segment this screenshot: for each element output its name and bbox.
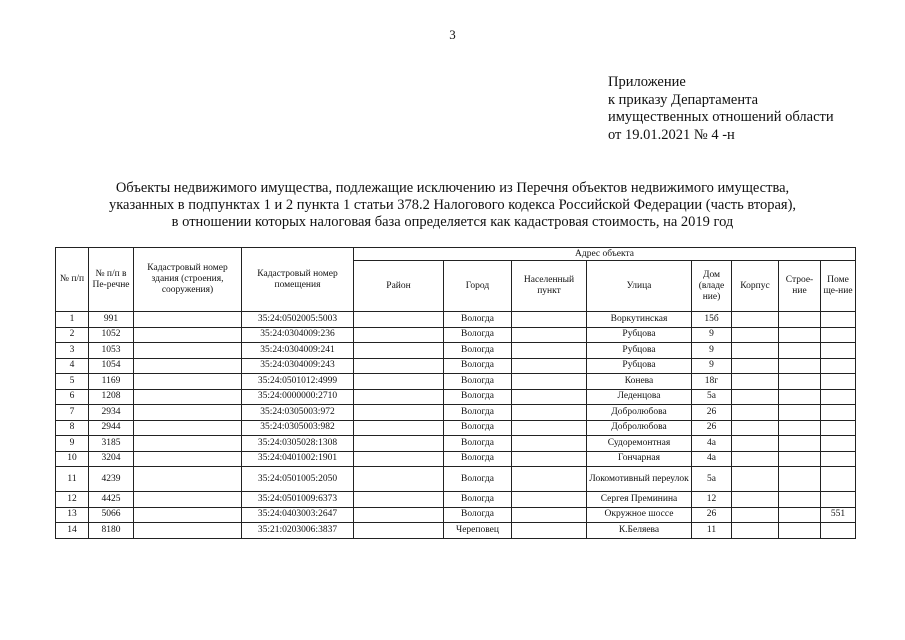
cell-room <box>821 374 856 390</box>
header-num: № п/п <box>56 248 89 312</box>
cell-room <box>821 343 856 359</box>
cell-city: Вологда <box>444 389 512 405</box>
cell-city: Череповец <box>444 523 512 539</box>
cell-building-cadastral <box>134 507 242 523</box>
table-header <box>56 248 856 312</box>
cell-house: 4а <box>692 436 732 452</box>
cell-settlement <box>512 507 587 523</box>
cell-street: Добролюбова <box>587 420 692 436</box>
cell-settlement <box>512 436 587 452</box>
cell-building <box>779 389 821 405</box>
cell-building <box>779 327 821 343</box>
cell-house: 5а <box>692 389 732 405</box>
cell-street: Локомотивный переулок <box>587 467 692 492</box>
cell-building <box>779 374 821 390</box>
header-room-cadastral: Кадастровый номер помещения <box>242 248 354 312</box>
cell-city: Вологда <box>444 467 512 492</box>
cell-room-cadastral: 35:24:0304009:236 <box>242 327 354 343</box>
cell-num: 7 <box>56 405 89 421</box>
header-district: Район <box>354 261 444 312</box>
cell-building-cadastral <box>134 358 242 374</box>
cell-house: 26 <box>692 507 732 523</box>
cell-street: Добролюбова <box>587 405 692 421</box>
header-room: Поме ще-ние <box>821 261 856 312</box>
cell-num: 4 <box>56 358 89 374</box>
cell-house: 11 <box>692 523 732 539</box>
cell-house: 12 <box>692 492 732 508</box>
cell-building <box>779 312 821 328</box>
cell-num: 2 <box>56 327 89 343</box>
cell-building <box>779 343 821 359</box>
cell-building-cadastral <box>134 389 242 405</box>
cell-num: 9 <box>56 436 89 452</box>
cell-settlement <box>512 327 587 343</box>
cell-korpus <box>732 451 779 467</box>
cell-building <box>779 492 821 508</box>
cell-street: Сергея Преминина <box>587 492 692 508</box>
table-row <box>56 467 856 492</box>
cell-building-cadastral <box>134 343 242 359</box>
cell-korpus <box>732 436 779 452</box>
cell-building <box>779 420 821 436</box>
cell-list-num: 8180 <box>89 523 134 539</box>
table-body <box>56 312 856 539</box>
cell-room-cadastral: 35:24:0501009:6373 <box>242 492 354 508</box>
cell-building <box>779 436 821 452</box>
cell-house: 4а <box>692 451 732 467</box>
table-row <box>56 343 856 359</box>
cell-num: 5 <box>56 374 89 390</box>
cell-street: Судоремонтная <box>587 436 692 452</box>
cell-room-cadastral: 35:24:0501005:2050 <box>242 467 354 492</box>
cell-settlement <box>512 374 587 390</box>
cell-building <box>779 467 821 492</box>
cell-room <box>821 327 856 343</box>
cell-room <box>821 467 856 492</box>
table-row <box>56 312 856 328</box>
cell-house: 15б <box>692 312 732 328</box>
cell-room <box>821 436 856 452</box>
cell-room-cadastral: 35:24:0304009:243 <box>242 358 354 374</box>
header-street: Улица <box>587 261 692 312</box>
cell-building-cadastral <box>134 405 242 421</box>
cell-list-num: 1052 <box>89 327 134 343</box>
cell-room <box>821 492 856 508</box>
cell-district <box>354 467 444 492</box>
header-settlement: Населенный пункт <box>512 261 587 312</box>
cell-street: Леденцова <box>587 389 692 405</box>
cell-city: Вологда <box>444 374 512 390</box>
cell-district <box>354 327 444 343</box>
cell-city: Вологда <box>444 358 512 374</box>
cell-settlement <box>512 405 587 421</box>
cell-korpus <box>732 523 779 539</box>
cell-korpus <box>732 374 779 390</box>
cell-district <box>354 436 444 452</box>
cell-list-num: 1054 <box>89 358 134 374</box>
cell-list-num: 5066 <box>89 507 134 523</box>
cell-city: Вологда <box>444 327 512 343</box>
appendix-line: от 19.01.2021 № 4 -н <box>608 126 735 143</box>
cell-num: 10 <box>56 451 89 467</box>
page-number: 3 <box>449 27 456 42</box>
cell-street: К.Беляева <box>587 523 692 539</box>
cell-room-cadastral: 35:24:0305028:1308 <box>242 436 354 452</box>
cell-settlement <box>512 492 587 508</box>
cell-building-cadastral <box>134 374 242 390</box>
cell-building-cadastral <box>134 327 242 343</box>
cell-list-num: 1053 <box>89 343 134 359</box>
cell-num: 8 <box>56 420 89 436</box>
cell-building-cadastral <box>134 492 242 508</box>
cell-house: 9 <box>692 327 732 343</box>
cell-building-cadastral <box>134 436 242 452</box>
cell-street: Окружное шоссе <box>587 507 692 523</box>
cell-building <box>779 523 821 539</box>
cell-district <box>354 507 444 523</box>
cell-district <box>354 451 444 467</box>
cell-korpus <box>732 405 779 421</box>
header-address-group: Адрес объекта <box>354 248 856 261</box>
cell-street: Гончарная <box>587 451 692 467</box>
header-city: Город <box>444 261 512 312</box>
cell-list-num: 4239 <box>89 467 134 492</box>
cell-korpus <box>732 389 779 405</box>
cell-room-cadastral: 35:24:0305003:972 <box>242 405 354 421</box>
cell-house: 26 <box>692 420 732 436</box>
cell-korpus <box>732 358 779 374</box>
cell-num: 13 <box>56 507 89 523</box>
cell-settlement <box>512 358 587 374</box>
document-title <box>40 180 865 231</box>
cell-building <box>779 451 821 467</box>
title-line: указанных в подпунктах 1 и 2 пункта 1 статьи 378.2 Налогового кодекса Российской Федерации (часть вторая), <box>108 197 797 213</box>
cell-list-num: 1169 <box>89 374 134 390</box>
appendix-block <box>608 74 834 144</box>
cell-settlement <box>512 389 587 405</box>
cell-korpus <box>732 492 779 508</box>
table-row <box>56 420 856 436</box>
cell-room <box>821 420 856 436</box>
cell-street: Рубцова <box>587 327 692 343</box>
table-row <box>56 374 856 390</box>
cell-room: 551 <box>821 507 856 523</box>
cell-settlement <box>512 312 587 328</box>
header-house: Дом (владе ние) <box>692 261 732 312</box>
table-row <box>56 405 856 421</box>
cell-building <box>779 405 821 421</box>
cell-list-num: 3185 <box>89 436 134 452</box>
cell-district <box>354 492 444 508</box>
table-row <box>56 389 856 405</box>
cell-num: 3 <box>56 343 89 359</box>
title-line: Объекты недвижимого имущества, подлежащие исключению из Перечня объектов недвижимого имущества, <box>115 180 790 196</box>
cell-city: Вологда <box>444 343 512 359</box>
header-list-num: № п/п в Пе-речне <box>89 248 134 312</box>
cell-room-cadastral: 35:24:0501012:4999 <box>242 374 354 390</box>
cell-street: Конева <box>587 374 692 390</box>
cell-city: Вологда <box>444 436 512 452</box>
cell-building-cadastral <box>134 523 242 539</box>
cell-num: 11 <box>56 467 89 492</box>
appendix-line: имущественных отношений области <box>608 109 834 125</box>
cell-num: 1 <box>56 312 89 328</box>
cell-room <box>821 451 856 467</box>
cell-district <box>354 405 444 421</box>
cell-district <box>354 389 444 405</box>
cell-building <box>779 507 821 523</box>
cell-room <box>821 405 856 421</box>
table-row <box>56 327 856 343</box>
cell-korpus <box>732 312 779 328</box>
cell-room-cadastral: 35:24:0403003:2647 <box>242 507 354 523</box>
header-building-cadastral: Кадастровый номер здания (строения, сооружения) <box>134 248 242 312</box>
appendix-line: Приложение <box>608 74 686 90</box>
cell-settlement <box>512 467 587 492</box>
cell-city: Вологда <box>444 405 512 421</box>
cell-room <box>821 389 856 405</box>
table-row <box>56 451 856 467</box>
cell-room-cadastral: 35:21:0203006:3837 <box>242 523 354 539</box>
cell-district <box>354 523 444 539</box>
cell-settlement <box>512 420 587 436</box>
cell-settlement <box>512 343 587 359</box>
cell-settlement <box>512 523 587 539</box>
cell-list-num: 1208 <box>89 389 134 405</box>
header-korpus: Корпус <box>732 261 779 312</box>
cell-list-num: 4425 <box>89 492 134 508</box>
cell-city: Вологда <box>444 492 512 508</box>
cell-num: 14 <box>56 523 89 539</box>
cell-korpus <box>732 507 779 523</box>
cell-korpus <box>732 420 779 436</box>
cell-list-num: 2934 <box>89 405 134 421</box>
cell-room-cadastral: 35:24:0401002:1901 <box>242 451 354 467</box>
cell-num: 6 <box>56 389 89 405</box>
table-row <box>56 436 856 452</box>
cell-room-cadastral: 35:24:0305003:982 <box>242 420 354 436</box>
cell-room-cadastral: 35:24:0502005:5003 <box>242 312 354 328</box>
cell-list-num: 2944 <box>89 420 134 436</box>
objects-table <box>55 247 856 539</box>
cell-house: 26 <box>692 405 732 421</box>
cell-building-cadastral <box>134 420 242 436</box>
table-row <box>56 492 856 508</box>
cell-settlement <box>512 451 587 467</box>
cell-city: Вологда <box>444 420 512 436</box>
cell-building <box>779 358 821 374</box>
cell-room-cadastral: 35:24:0000000:2710 <box>242 389 354 405</box>
cell-room <box>821 523 856 539</box>
cell-room-cadastral: 35:24:0304009:241 <box>242 343 354 359</box>
table-row <box>56 358 856 374</box>
cell-building-cadastral <box>134 312 242 328</box>
cell-building-cadastral <box>134 467 242 492</box>
title-line: в отношении которых налоговая база определяется как кадастровая стоимость, на 2019 год <box>171 214 734 230</box>
cell-korpus <box>732 327 779 343</box>
cell-building-cadastral <box>134 451 242 467</box>
cell-street: Рубцова <box>587 343 692 359</box>
cell-district <box>354 420 444 436</box>
table-row <box>56 523 856 539</box>
cell-korpus <box>732 343 779 359</box>
cell-district <box>354 343 444 359</box>
cell-city: Вологда <box>444 507 512 523</box>
cell-district <box>354 374 444 390</box>
cell-district <box>354 358 444 374</box>
cell-house: 18г <box>692 374 732 390</box>
cell-street: Рубцова <box>587 358 692 374</box>
cell-list-num: 991 <box>89 312 134 328</box>
cell-room <box>821 312 856 328</box>
cell-city: Вологда <box>444 451 512 467</box>
cell-room <box>821 358 856 374</box>
table-row <box>56 507 856 523</box>
cell-num: 12 <box>56 492 89 508</box>
cell-house: 9 <box>692 358 732 374</box>
cell-house: 9 <box>692 343 732 359</box>
cell-korpus <box>732 467 779 492</box>
header-building: Строе-ние <box>779 261 821 312</box>
cell-house: 5а <box>692 467 732 492</box>
appendix-line: к приказу Департамента <box>608 91 759 108</box>
cell-list-num: 3204 <box>89 451 134 467</box>
cell-street: Воркутинская <box>587 312 692 328</box>
cell-district <box>354 312 444 328</box>
cell-city: Вологда <box>444 312 512 328</box>
